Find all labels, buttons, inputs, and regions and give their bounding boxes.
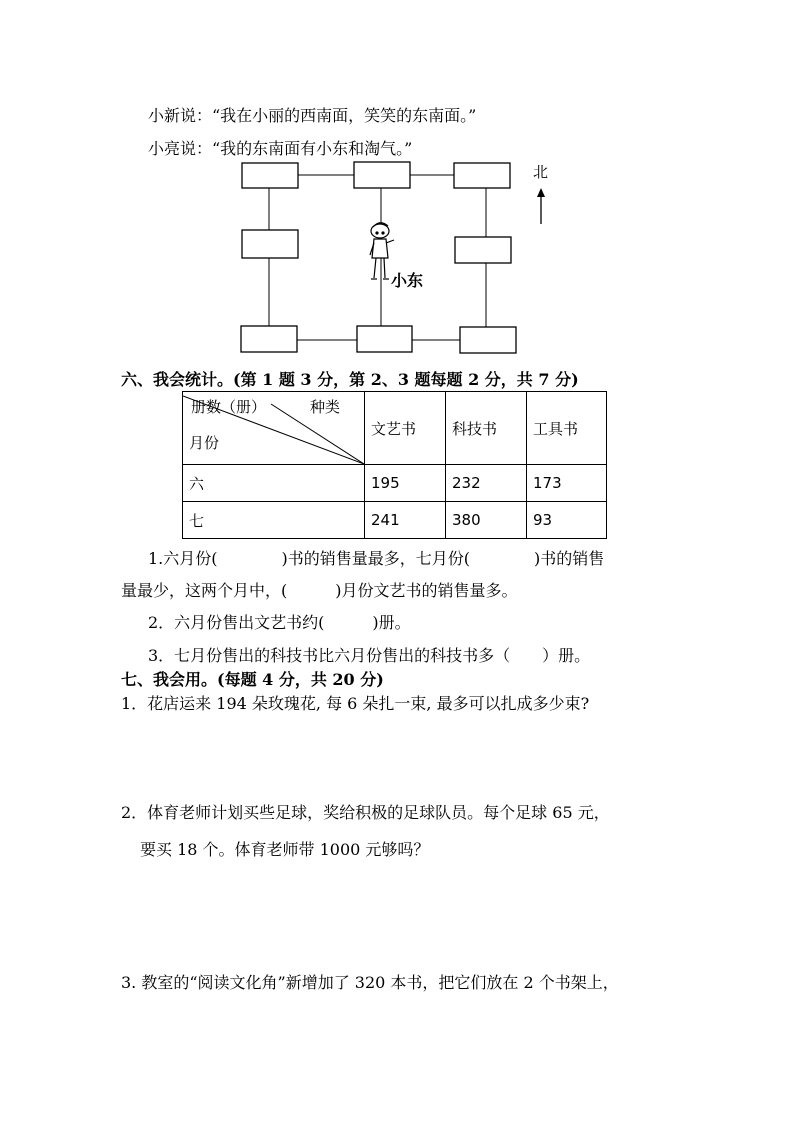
table-cell: 380 xyxy=(446,502,527,539)
row-month: 六 xyxy=(183,465,365,502)
table-cell: 173 xyxy=(527,465,607,502)
table-cell: 232 xyxy=(446,465,527,502)
north-arrow-icon xyxy=(537,188,545,224)
map-box-bottom-middle xyxy=(357,326,412,352)
table-cell: 93 xyxy=(527,502,607,539)
column-header: 文艺书 xyxy=(365,392,446,465)
statement-xiaoliang: 小亮说：“我的东南面有小东和淘气。” xyxy=(148,139,413,158)
section6-question1-line2: 量最少，这两个月中，( )月份文艺书的销售量多。 xyxy=(121,581,518,600)
section6-heading: 六、我会统计。(第 1 题 3 分，第 2、3 题每题 2 分，共 7 分) xyxy=(121,370,579,389)
table-cell: 195 xyxy=(365,465,446,502)
section6-question2: 2．六月份售出文艺书约( )册。 xyxy=(148,613,411,632)
table-cell: 241 xyxy=(365,502,446,539)
map-box-bottom-right xyxy=(460,327,516,353)
header-top-right: 种类 xyxy=(310,398,341,416)
header-bottom-left: 月份 xyxy=(189,434,220,452)
section7-question2-line2: 要买 18 个。体育老师带 1000 元够吗？ xyxy=(140,840,430,859)
table-row xyxy=(183,465,607,502)
column-header: 工具书 xyxy=(527,392,607,465)
section7-question3-line1: 3. 教室的“阅读文化角”新增加了 320 本书，把它们放在 2 个书架上， xyxy=(121,973,619,992)
section7-heading: 七、我会用。(每题 4 分，共 20 分) xyxy=(121,670,384,689)
row-month: 七 xyxy=(183,502,365,539)
table-row xyxy=(183,502,607,539)
map-box-bottom-left xyxy=(241,326,297,352)
map-box-middle-right xyxy=(455,237,511,263)
section6-question1-line1: 1.六月份( )书的销售量最多，七月份( )书的销售 xyxy=(148,549,605,568)
header-top-left: 册数（册） xyxy=(191,398,267,416)
statement-xiaoxin: 小新说：“我在小丽的西南面，笑笑的东南面。” xyxy=(148,106,477,125)
map-box-top-left xyxy=(242,163,298,188)
map-box-top-right xyxy=(454,163,510,188)
north-label: 北 xyxy=(533,163,549,181)
table-diagonal-header xyxy=(183,392,365,465)
sales-table xyxy=(182,391,607,539)
map-box-middle-left xyxy=(242,230,298,258)
map-box-top-middle xyxy=(354,162,410,188)
person-label: 小东 xyxy=(391,271,424,290)
section7-question1: 1．花店运来 194 朵玫瑰花, 每 6 朵扎一束, 最多可以扎成多少束? xyxy=(121,694,590,713)
column-header: 科技书 xyxy=(446,392,527,465)
position-map xyxy=(0,0,794,370)
section7-question2-line1: 2．体育老师计划买些足球，奖给积极的足球队员。每个足球 65 元， xyxy=(121,803,610,822)
section6-question3: 3．七月份售出的科技书比六月份售出的科技书多（ ）册。 xyxy=(148,646,591,665)
